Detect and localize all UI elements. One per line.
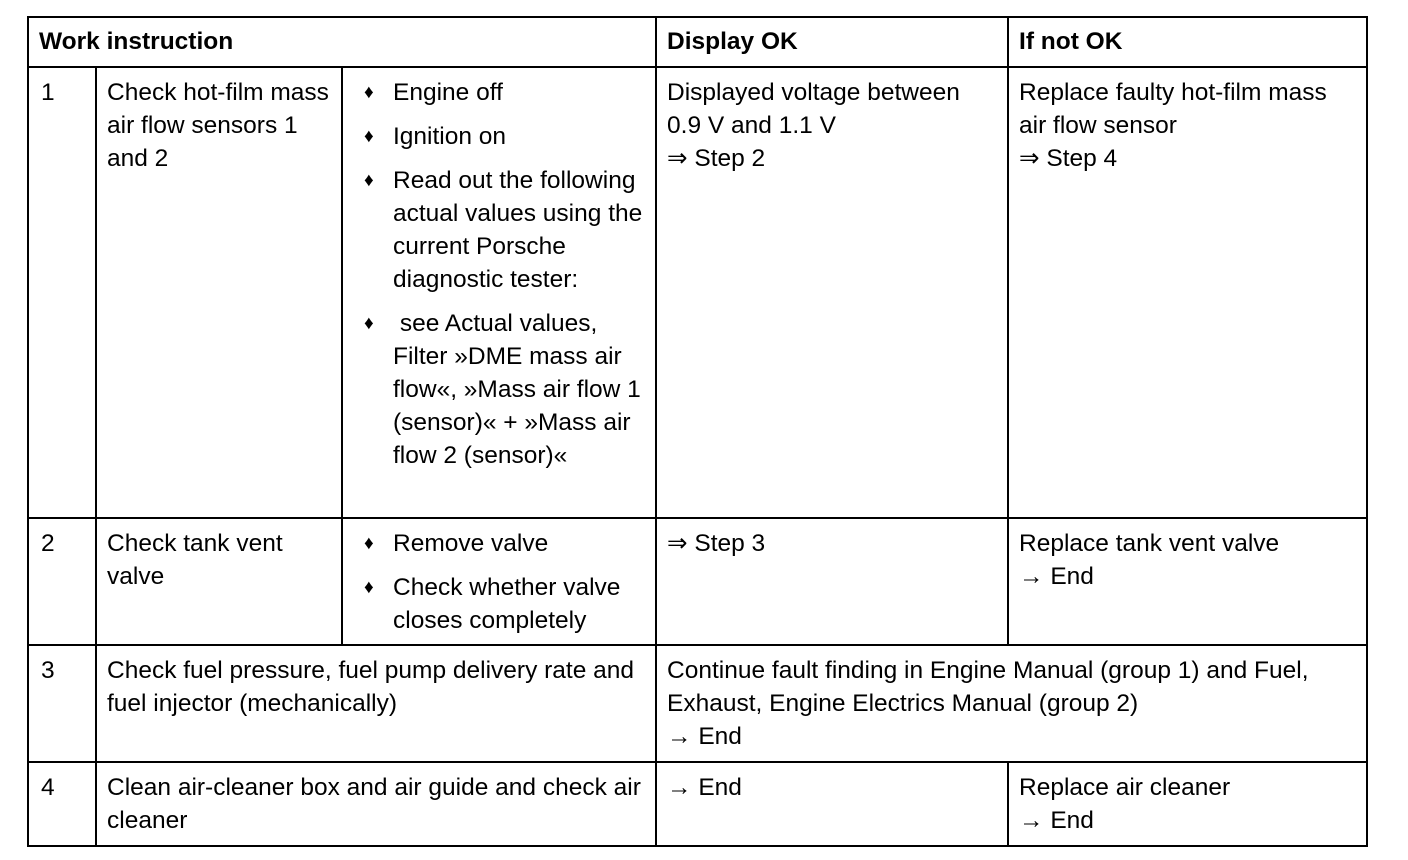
table-row: [28, 67, 1367, 518]
bullet-item: ♦ Ignition on: [353, 120, 645, 153]
display-ok-cell: ⇒ Step 3: [656, 518, 1008, 645]
diamond-bullet-icon: ♦: [364, 313, 374, 334]
diamond-bullet-icon: ♦: [364, 82, 374, 103]
table-row: [28, 645, 1367, 762]
display-ok-cell: → End: [656, 762, 1008, 846]
header-display-ok: Display OK: [656, 17, 1008, 67]
step-number: 3: [28, 645, 96, 762]
bullet-item: ♦ Read out the following actual values using the current Porsche diagnostic tester:: [353, 164, 645, 296]
header-work-instruction: Work instruction: [28, 17, 656, 67]
bullet-item: ♦ Remove valve: [353, 527, 645, 560]
if-not-ok-cell: Replace tank vent valve → End: [1008, 518, 1367, 645]
step-number: 2: [28, 518, 96, 645]
diamond-bullet-icon: ♦: [364, 533, 374, 554]
diamond-bullet-icon: ♦: [364, 170, 374, 191]
work-instruction-table: [27, 16, 1368, 847]
table-row: [28, 518, 1367, 645]
if-not-ok-cell: Replace air cleaner → End: [1008, 762, 1367, 846]
display-ok-cell: Displayed voltage between 0.9 V and 1.1 V ⇒ Step 2: [656, 67, 1008, 518]
header-if-not-ok: If not OK: [1008, 17, 1367, 67]
diamond-bullet-icon: ♦: [364, 577, 374, 598]
bullet-cell: [342, 518, 656, 645]
merged-result-cell: Continue fault finding in Engine Manual (group 1) and Fuel, Exhaust, Engine Electrics Manual (group 2) → End: [656, 645, 1367, 762]
task-cell: Check hot-film mass air flow sensors 1 and 2: [96, 67, 342, 518]
task-cell: Check fuel pressure, fuel pump delivery rate and fuel injector (mechanically): [96, 645, 656, 762]
task-cell: Check tank vent valve: [96, 518, 342, 645]
bullet-item: ♦ see Actual values, Filter »DME mass air flow«, »Mass air flow 1 (sensor)« + »Mass air flow 2 (sensor)«: [353, 307, 645, 472]
task-cell: Clean air-cleaner box and air guide and check air cleaner: [96, 762, 656, 846]
diamond-bullet-icon: ♦: [364, 126, 374, 147]
bullet-item: ♦ Engine off: [353, 76, 645, 109]
if-not-ok-cell: Replace faulty hot-film mass air flow sensor ⇒ Step 4: [1008, 67, 1367, 518]
bullet-item: ♦ Check whether valve closes completely: [353, 571, 645, 637]
header-row: [28, 17, 1367, 67]
step-number: 4: [28, 762, 96, 846]
table-row: [28, 762, 1367, 846]
step-number: 1: [28, 67, 96, 518]
bullet-cell: [342, 67, 656, 518]
